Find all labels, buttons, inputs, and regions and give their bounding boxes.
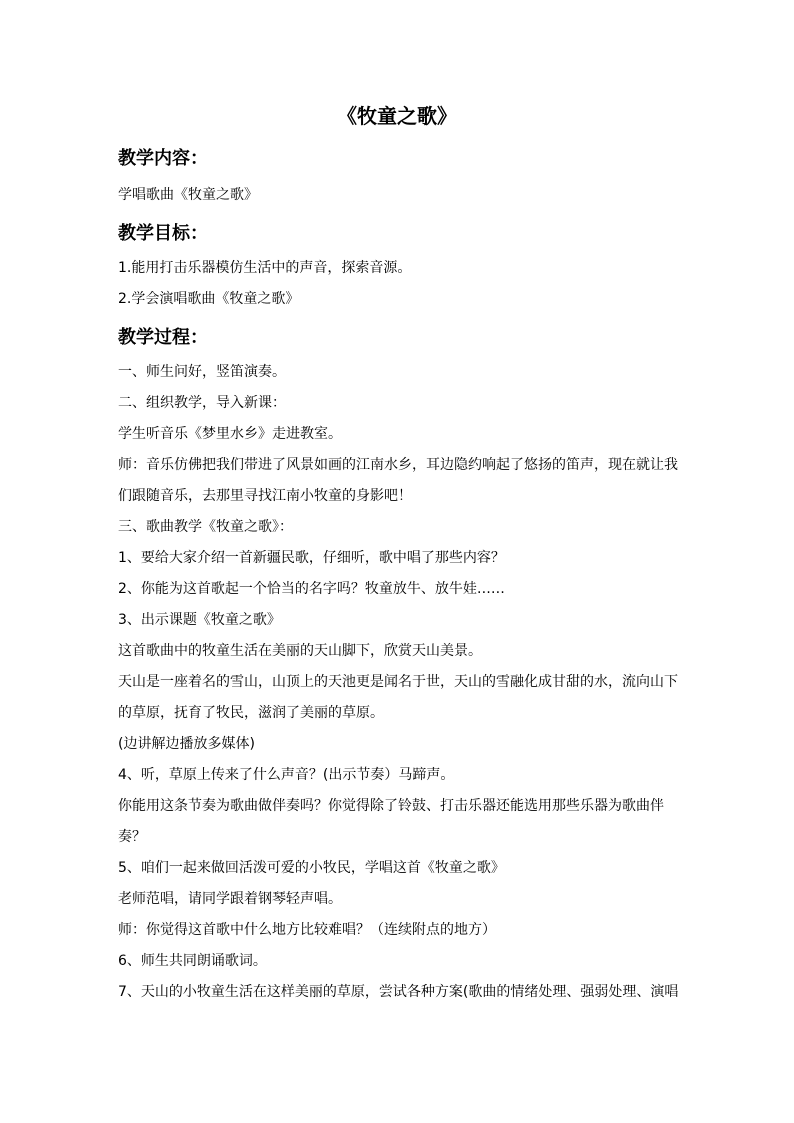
process-paragraph: 天山是一座着名的雪山，山顶上的天池更是闻名于世，天山的雪融化成甘甜的水，流向山下的草原，抚育了牧民，滋润了美丽的草原。	[118, 674, 678, 721]
section-heading-content: 教学内容：	[118, 148, 208, 169]
section-heading-process: 教学过程：	[118, 327, 208, 348]
section-heading-goals: 教学目标：	[118, 223, 208, 244]
process-line: 老师范唱，请同学跟着钢琴轻声唱。	[118, 891, 342, 907]
process-paragraph: 师：音乐仿佛把我们带进了风景如画的江南水乡，耳边隐约响起了悠扬的笛声，现在就让我们跟随音乐，去那里寻找江南小牧童的身影吧！	[118, 457, 678, 504]
process-line: 6、师生共同朗诵歌词。	[118, 953, 267, 969]
process-line: 二、组织教学，导入新课：	[118, 395, 286, 411]
content-line: 学唱歌曲《牧童之歌》	[118, 187, 258, 203]
process-line: 4、听，草原上传来了什么声音？(出示节奏）马蹄声。	[118, 767, 455, 783]
process-line: 3、出示课题《牧童之歌》	[118, 612, 281, 628]
process-line: 5、咱们一起来做回活泼可爱的小牧民，学唱这首《牧童之歌》	[118, 860, 505, 876]
process-line: 这首歌曲中的牧童生活在美丽的天山脚下，欣赏天山美景。	[118, 643, 482, 659]
goal-item: 1.能用打击乐器模仿生活中的声音，探索音源。	[118, 260, 412, 276]
process-line: 师：你觉得这首歌中什么地方比较难唱？（连续附点的地方）	[118, 922, 496, 938]
goal-item: 2.学会演唱歌曲《牧童之歌》	[118, 291, 300, 307]
process-line: 三、歌曲教学《牧童之歌》：	[118, 519, 293, 535]
process-paragraph: 你能用这条节奏为歌曲做伴奏吗？你觉得除了铃鼓、打击乐器还能选用那些乐器为歌曲伴奏？	[118, 798, 664, 845]
document-title: 《牧童之歌》	[337, 104, 457, 128]
process-line: 2、你能为这首歌起一个恰当的名字吗？牧童放牛、放牛娃……	[118, 581, 505, 597]
process-line: 学生听音乐《梦里水乡》走进教室。	[118, 426, 342, 442]
process-line: 一、师生问好，竖笛演奏。	[118, 364, 286, 380]
process-line: 1、要给大家介绍一首新疆民歌，仔细听，歌中唱了那些内容？	[118, 550, 505, 566]
process-line: 7、天山的小牧童生活在这样美丽的草原，尝试各种方案(歌曲的情绪处理、强弱处理、演唱	[118, 984, 679, 1000]
process-line: (边讲解边播放多媒体)	[118, 736, 255, 752]
